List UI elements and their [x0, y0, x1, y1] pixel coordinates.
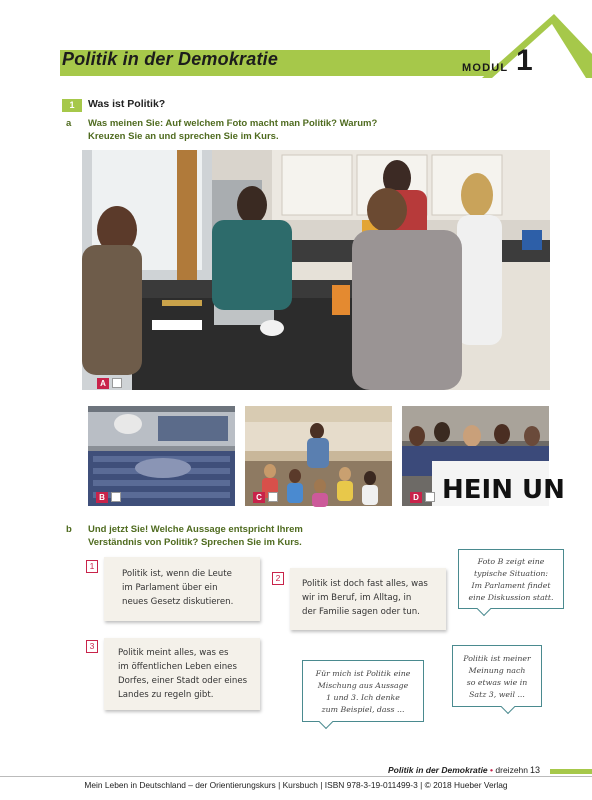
speech-bubble-2-tail: [319, 715, 333, 729]
footer-page-word: dreizehn: [495, 765, 528, 775]
speech-bubble-3-line: Meinung nach: [468, 666, 526, 675]
statement-1-card: [104, 557, 260, 621]
modul-number: 1: [516, 44, 533, 77]
speech-bubble-2-line: zum Beispiel, dass ...: [321, 705, 405, 714]
speech-bubble-3: [452, 645, 542, 707]
speech-bubble-3-line: so etwas wie in: [466, 678, 528, 687]
footer-divider: [0, 776, 592, 777]
speech-bubble-1-line: Foto B zeigt eine: [477, 557, 545, 566]
footer-dot: •: [490, 765, 494, 775]
statement-2-line: Politik ist doch fast alles, was: [302, 579, 428, 589]
statement-3-card: [104, 638, 260, 710]
statement-2-line: der Familie sagen oder tun.: [302, 607, 420, 617]
photo-a-label: A: [97, 378, 109, 389]
task-a-line1: Was meinen Sie: Auf welchem Foto macht man Politik? Warum?: [88, 118, 378, 129]
photo-d-label: D: [410, 492, 422, 503]
statement-1-line: im Parlament über ein: [122, 583, 218, 593]
page-number: 13: [530, 765, 541, 775]
photo-b: [88, 406, 235, 506]
footer-accent-bar: [550, 769, 592, 774]
photo-a-image: [82, 150, 550, 390]
statement-2-number: 2: [272, 572, 284, 585]
statement-1-line: Politik ist, wenn die Leute: [122, 569, 232, 579]
speech-bubble-1: [458, 549, 564, 609]
speech-bubble-3-line: Satz 3, weil ...: [469, 690, 525, 699]
speech-bubble-1-line: Im Parlament findet: [471, 581, 551, 590]
photo-d: [402, 406, 565, 506]
modul-label: MODUL: [462, 62, 509, 74]
footer-title-text: Politik in der Demokratie: [387, 765, 488, 775]
statement-3-line: Politik meint alles, was es: [118, 648, 229, 658]
speech-bubble-2: [302, 660, 424, 722]
statement-2-line: wir im Beruf, im Alltag, in: [302, 593, 412, 603]
photo-d-checkbox[interactable]: [425, 492, 435, 502]
task-b-line2: Verständnis von Politik? Sprechen Sie im Kurs.: [88, 537, 302, 548]
statement-1-line: neues Gesetz diskutieren.: [122, 597, 234, 607]
photo-c-label: C: [253, 492, 265, 503]
photo-d-image: [402, 406, 565, 506]
statement-3-line: Dorfes, einer Stadt oder eines: [118, 676, 248, 686]
task-b-line1: Und jetzt Sie! Welche Aussage entspricht Ihrem: [88, 524, 303, 535]
photo-c-checkbox[interactable]: [268, 492, 278, 502]
photo-c: [245, 406, 392, 506]
speech-bubble-1-line: eine Diskussion statt.: [468, 593, 554, 602]
photo-c-image: [245, 406, 392, 506]
statement-2-card: [290, 568, 446, 630]
statement-3-line: im öffentlichen Leben eines: [118, 662, 237, 672]
photo-b-checkbox[interactable]: [111, 492, 121, 502]
photo-a-checkbox[interactable]: [112, 378, 122, 388]
speech-bubble-1-tail: [477, 602, 491, 616]
statement-3-number: 3: [86, 640, 98, 653]
task-a-letter: a: [66, 118, 72, 129]
speech-bubble-3-line: Politik ist meiner: [463, 654, 531, 663]
photo-a: [82, 150, 550, 390]
photo-b-image: [88, 406, 235, 506]
footer-imprint: Mein Leben in Deutschland – der Orientierungskurs | Kursbuch | ISBN 978-3-19-011499-3 | © 2018 Hueber Verlag: [84, 780, 508, 790]
page-title: Politik in der Demokratie: [62, 49, 279, 69]
exercise-title: Was ist Politik?: [88, 98, 166, 110]
speech-bubble-2-line: Mischung aus Aussage: [317, 681, 409, 690]
speech-bubble-2-line: Für mich ist Politik eine: [315, 669, 411, 678]
task-b-letter: b: [66, 524, 72, 535]
speech-bubble-3-tail: [501, 700, 515, 714]
statement-1-number: 1: [86, 560, 98, 573]
speech-bubble-1-line: typische Situation:: [473, 569, 549, 578]
photo-b-label: B: [96, 492, 108, 503]
speech-bubble-2-line: 1 und 3. Ich denke: [326, 693, 400, 702]
statement-3-line: Landes zu regeln gibt.: [118, 690, 214, 700]
footer-running-title: [388, 765, 528, 775]
task-a-line2: Kreuzen Sie an und sprechen Sie im Kurs.: [88, 131, 279, 142]
photo-d-banner-text: HEIN UN: [442, 475, 565, 505]
exercise-number: 1: [62, 99, 82, 112]
